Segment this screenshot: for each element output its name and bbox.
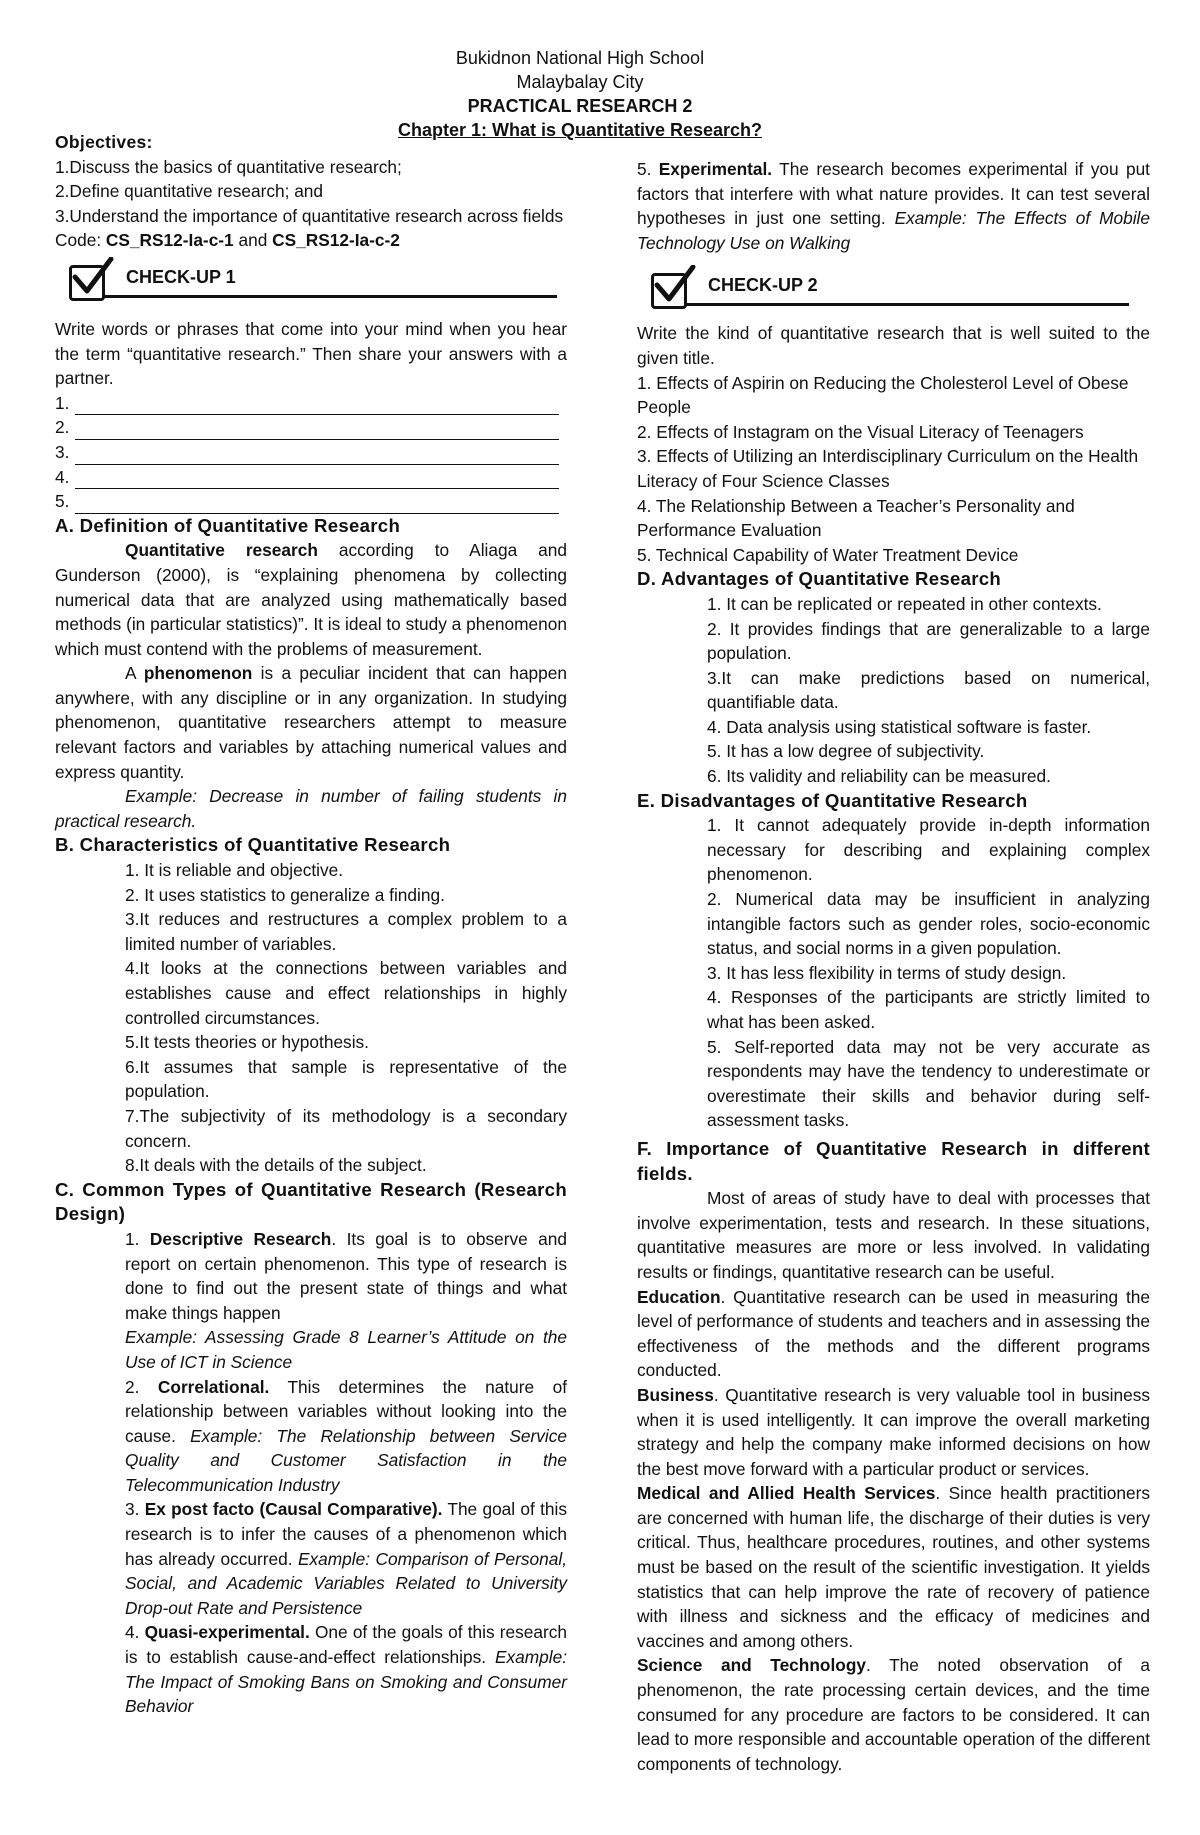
list-item: 5. It has a low degree of subjectivity.	[707, 741, 985, 762]
section-d-title: D. Advantages of Quantitative Research	[637, 568, 1002, 590]
subject-title: PRACTICAL RESEARCH 2	[467, 96, 693, 116]
field-science-technology: Science and Technology. The noted observation of a phenomenon, the rate processing certain devices, and the time consumed for any procedure are factors to be considered. It can lead to more responsible and accountable operation of the different components of technology.	[637, 1655, 1151, 1774]
objectives-title: Objectives:	[55, 132, 153, 152]
field-education: Education. Quantitative research can be used in measuring the level of performance of students and teachers and in assessing the effectiveness of the methods and the different programs conducted.	[637, 1286, 1150, 1381]
list-item: 3.It can make predictions based on numerical, quantifiable data.	[707, 667, 1150, 713]
list-item: 2. It provides findings that are generalizable to a large population.	[707, 618, 1150, 664]
checkup-2-label: CHECK-UP 2	[708, 275, 818, 296]
checkup-1-rule	[103, 295, 557, 298]
checkup-2-item: 1. Effects of Aspirin on Reducing the Cholesterol Level of Obese People	[637, 372, 1129, 418]
research-type-descriptive: 1. Descriptive Research. Its goal is to observe and report on certain phenomenon. This type of research is done to find out the present state of things and what make things happen	[125, 1228, 567, 1323]
checkup-2-item: 2. Effects of Instagram on the Visual Literacy of Teenagers	[637, 421, 1084, 442]
answer-line-3[interactable]: 3.	[55, 440, 567, 465]
answer-line-2[interactable]: 2.	[55, 415, 567, 440]
chapter-title: Chapter 1: What is Quantitative Research?	[397, 120, 763, 140]
list-item: 3. It has less flexibility in terms of study design.	[707, 962, 1067, 983]
section-b-title: B. Characteristics of Quantitative Research	[55, 834, 451, 856]
section-e-title: E. Disadvantages of Quantitative Research	[637, 789, 1028, 811]
research-type-ex-post-facto: 3. Ex post facto (Causal Comparative). The goal of this research is to infer the causes of a phenomenon which has already occurred. Example: Comparison of Personal, Social, and Academic Variables Related to University Drop-out Rate and Persistence	[125, 1499, 568, 1618]
disadvantages-list	[637, 813, 1150, 1133]
left-column	[55, 130, 567, 1719]
checkmark-icon	[67, 257, 115, 297]
objective-item: 2.Define quantitative research; and	[55, 181, 324, 202]
section-a-paragraph-1: Quantitative research according to Aliaga and Gunderson (2000), is “explaining phenomena by collecting numerical data that are analyzed using mathematically based methods (in particular statistics)”. It is ideal to study a phenomenon which must contend with the problems of measurement.	[55, 540, 567, 659]
competency-code: Code: CS_RS12-Ia-c-1 and CS_RS12-Ia-c-2	[55, 230, 400, 251]
answer-line-5[interactable]: 5.	[55, 489, 567, 514]
list-item: 4.It looks at the connections between variables and establishes cause and effect relationships in highly controlled circumstances.	[125, 958, 567, 1028]
checkup-1-label: CHECK-UP 1	[126, 266, 236, 287]
checkup-2-item: 4. The Relationship Between a Teacher’s Personality and Performance Evaluation	[637, 495, 1075, 541]
list-item: 7.The subjectivity of its methodology is a secondary concern.	[125, 1105, 567, 1151]
school-name: Bukidnon National High School	[455, 48, 705, 68]
list-item: 4. Responses of the participants are strictly limited to what has been asked.	[707, 987, 1150, 1032]
checkup-2-instruction: Write the kind of quantitative research that is well suited to the given title.	[637, 323, 1150, 368]
section-c-title: C. Common Types of Quantitative Research (Research Design)	[55, 1178, 567, 1225]
checkup-1-banner	[55, 259, 567, 305]
list-item: 4. Data analysis using statistical software is faster.	[707, 716, 1092, 737]
field-medical: Medical and Allied Health Services. Since health practitioners are concerned with human life, the discharge of their duties is very critical. Thus, healthcare procedures, routines, and other systems must be based on the result of the scientific investigation. It yields statistics that can help improve the rate of recovery of patience with illness and sickness and the efficacy of medicines and vaccines and among others.	[637, 1483, 1150, 1651]
list-item: 1. It can be replicated or repeated in other contexts.	[707, 593, 1102, 614]
checkup-1-instruction: Write words or phrases that come into your mind when you hear the term “quantitative research.” Then share your answers with a partner.	[55, 318, 567, 389]
section-a-title: A. Definition of Quantitative Research	[55, 514, 401, 536]
checkmark-icon	[649, 265, 697, 305]
list-item: 8.It deals with the details of the subject.	[125, 1155, 427, 1176]
blank-line[interactable]	[75, 421, 559, 440]
characteristics-list	[55, 858, 567, 1178]
list-item: 6.It assumes that sample is representative of the population.	[125, 1056, 567, 1102]
blank-line[interactable]	[75, 446, 559, 465]
field-business: Business. Quantitative research is very valuable tool in business when it is used intelligently. It can improve the overall marketing strategy and help the company make informed decisions on how the best move forward with a particular product or services.	[637, 1384, 1150, 1479]
blank-line[interactable]	[75, 396, 559, 415]
checkup-2-item: 5. Technical Capability of Water Treatment Device	[637, 544, 1019, 565]
list-item: 5. Self-reported data may not be very accurate as respondents may have the tendency to underestimate or overestimate their skills and behavior during self-assessment tasks.	[707, 1036, 1150, 1131]
right-column	[637, 157, 1150, 1776]
answer-line-1[interactable]: 1.	[55, 391, 567, 416]
section-f-title: F. Importance of Quantitative Research in different fields.	[637, 1137, 1150, 1184]
answer-line-4[interactable]: 4.	[55, 465, 567, 490]
section-f-intro: Most of areas of study have to deal with processes that involve experimentation, tests and research. In these situations, quantitative measures are more or less involved. In validating results or findings, quantitative research can be useful.	[637, 1188, 1150, 1282]
objective-item: 1.Discuss the basics of quantitative research;	[55, 156, 402, 177]
checkup-2-item: 3. Effects of Utilizing an Interdisciplinary Curriculum on the Health Literacy of Four Science Classes	[637, 446, 1139, 491]
research-type-correlational: 2. Correlational. This determines the nature of relationship between variables without looking into the cause. Example: The Relationship between Service Quality and Customer Satisfaction in the Telecommunication Industry	[125, 1376, 568, 1495]
section-a-paragraph-2: A phenomenon is a peculiar incident that can happen anywhere, with any discipline or in any organization. In studying phenomenon, quantitative researchers attempt to measure relevant factors and variables by attaching numerical values and express quantity.	[55, 663, 567, 782]
blank-line[interactable]	[75, 470, 559, 489]
research-type-quasi-experimental: 4. Quasi-experimental. One of the goals of this research is to establish cause-and-effect relationships. Example: The Impact of Smoking Bans on Smoking and Consumer Behavior	[125, 1622, 567, 1717]
list-item: 2. Numerical data may be insufficient in analyzing intangible factors such as gender roles, socio-economic status, and social norms in a given population.	[707, 889, 1150, 959]
checkup-2-banner	[637, 267, 1150, 313]
list-item: 5.It tests theories or hypothesis.	[125, 1032, 369, 1053]
research-type-experimental: 5. Experimental. The research becomes experimental if you put factors that interfere with what nature provides. It can test several hypotheses in just one setting. Example: The Effects of Mobile Technology Use on Walking	[637, 159, 1150, 253]
list-item: 1. It is reliable and objective.	[125, 860, 344, 881]
list-item: 1. It cannot adequately provide in-depth information necessary for describing and explaining complex phenomenon.	[707, 815, 1150, 885]
document-header	[0, 46, 1160, 142]
city-name: Malaybalay City	[516, 72, 644, 92]
advantages-list	[637, 592, 1150, 789]
list-item: 2. It uses statistics to generalize a finding.	[125, 884, 445, 905]
objective-item: 3.Understand the importance of quantitative research across fields	[55, 205, 564, 226]
list-item: 3.It reduces and restructures a complex problem to a limited number of variables.	[125, 909, 567, 954]
research-type-descriptive-example: Example: Assessing Grade 8 Learner’s Attitude on the Use of ICT in Science	[125, 1327, 567, 1372]
research-types-list	[55, 1227, 567, 1719]
checkup-2-rule	[685, 303, 1129, 306]
section-a-example: Example: Decrease in number of failing students in practical research.	[55, 786, 567, 831]
blank-line[interactable]	[75, 495, 559, 514]
list-item: 6. Its validity and reliability can be measured.	[707, 766, 1051, 787]
